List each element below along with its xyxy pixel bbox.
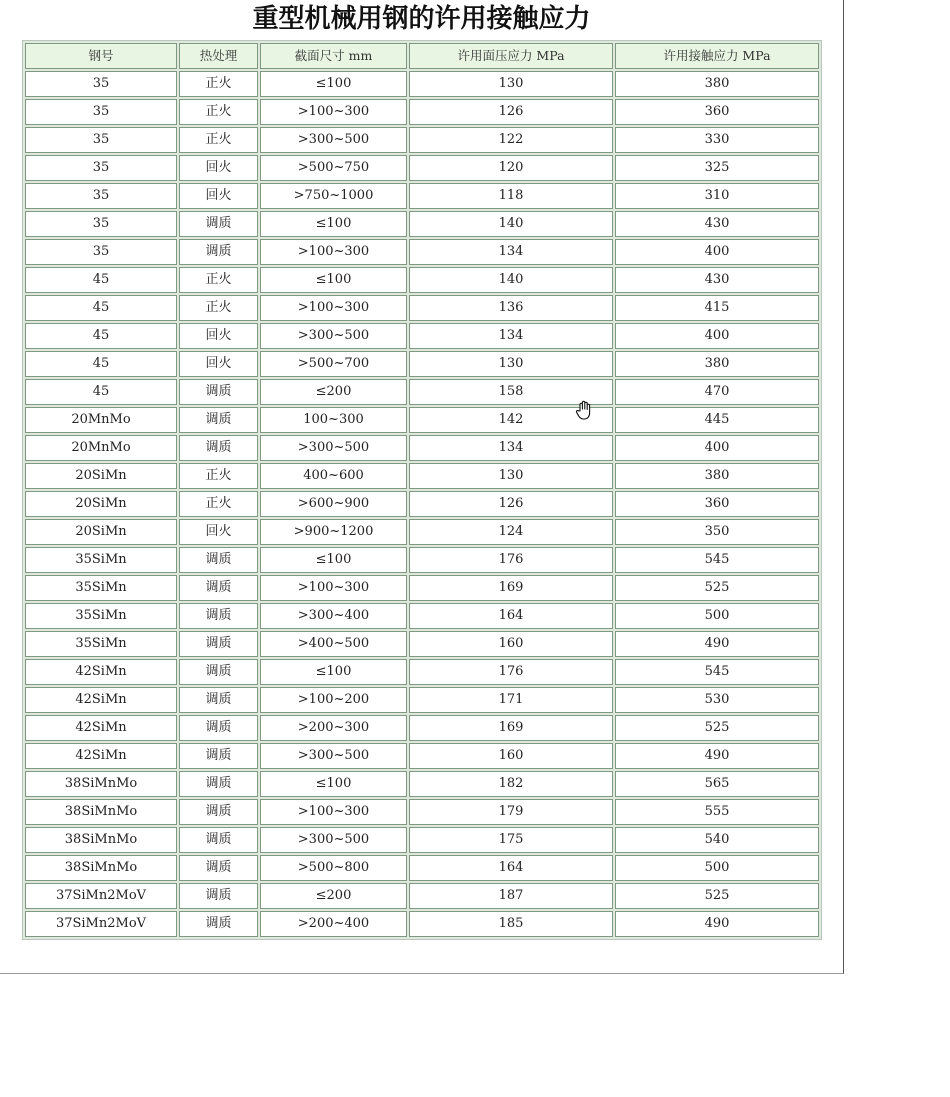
cell-heat-treatment: 调质 bbox=[179, 659, 258, 685]
cell-section-size: >100~300 bbox=[260, 295, 407, 321]
cell-surface-pressure: 140 bbox=[409, 211, 613, 237]
cell-section-size: ≤100 bbox=[260, 547, 407, 573]
cell-heat-treatment: 调质 bbox=[179, 743, 258, 769]
table-body bbox=[25, 71, 819, 937]
cell-heat-treatment: 调质 bbox=[179, 379, 258, 405]
cell-heat-treatment: 正火 bbox=[179, 267, 258, 293]
cell-surface-pressure: 142 bbox=[409, 407, 613, 433]
table-row bbox=[25, 547, 819, 573]
cell-contact-stress: 565 bbox=[615, 771, 819, 797]
cell-surface-pressure: 136 bbox=[409, 295, 613, 321]
table-row bbox=[25, 911, 819, 937]
cell-section-size: 400~600 bbox=[260, 463, 407, 489]
cell-section-size: >500~800 bbox=[260, 855, 407, 881]
cell-heat-treatment: 正火 bbox=[179, 295, 258, 321]
stress-table bbox=[22, 40, 822, 940]
cell-heat-treatment: 正火 bbox=[179, 99, 258, 125]
cell-steel-grade: 37SiMn2MoV bbox=[25, 911, 177, 937]
cell-contact-stress: 500 bbox=[615, 855, 819, 881]
table-row bbox=[25, 519, 819, 545]
cell-section-size: 100~300 bbox=[260, 407, 407, 433]
cell-steel-grade: 20SiMn bbox=[25, 519, 177, 545]
table-row bbox=[25, 715, 819, 741]
cell-section-size: ≤100 bbox=[260, 71, 407, 97]
cell-steel-grade: 35 bbox=[25, 71, 177, 97]
cell-section-size: ≤100 bbox=[260, 211, 407, 237]
cell-section-size: >100~300 bbox=[260, 99, 407, 125]
cell-heat-treatment: 调质 bbox=[179, 687, 258, 713]
cell-surface-pressure: 182 bbox=[409, 771, 613, 797]
cell-heat-treatment: 调质 bbox=[179, 407, 258, 433]
cell-surface-pressure: 185 bbox=[409, 911, 613, 937]
cell-contact-stress: 430 bbox=[615, 267, 819, 293]
cell-section-size: >750~1000 bbox=[260, 183, 407, 209]
table-row bbox=[25, 687, 819, 713]
cell-heat-treatment: 调质 bbox=[179, 547, 258, 573]
cell-section-size: >200~400 bbox=[260, 911, 407, 937]
cell-section-size: >600~900 bbox=[260, 491, 407, 517]
cell-contact-stress: 430 bbox=[615, 211, 819, 237]
cell-heat-treatment: 调质 bbox=[179, 631, 258, 657]
table-row bbox=[25, 799, 819, 825]
cell-surface-pressure: 160 bbox=[409, 743, 613, 769]
cell-section-size: >100~200 bbox=[260, 687, 407, 713]
table-row bbox=[25, 883, 819, 909]
cell-contact-stress: 400 bbox=[615, 435, 819, 461]
table-row bbox=[25, 855, 819, 881]
header-steel-grade: 钢号 bbox=[25, 43, 177, 69]
cell-surface-pressure: 130 bbox=[409, 351, 613, 377]
cell-steel-grade: 20MnMo bbox=[25, 435, 177, 461]
cell-steel-grade: 42SiMn bbox=[25, 715, 177, 741]
cell-steel-grade: 35SiMn bbox=[25, 603, 177, 629]
cell-surface-pressure: 164 bbox=[409, 603, 613, 629]
cell-surface-pressure: 158 bbox=[409, 379, 613, 405]
cell-section-size: >200~300 bbox=[260, 715, 407, 741]
cell-heat-treatment: 回火 bbox=[179, 183, 258, 209]
cell-steel-grade: 35 bbox=[25, 99, 177, 125]
header-section-size: 截面尺寸 mm bbox=[260, 43, 407, 69]
cell-steel-grade: 35 bbox=[25, 155, 177, 181]
cell-steel-grade: 35 bbox=[25, 183, 177, 209]
cell-heat-treatment: 正火 bbox=[179, 491, 258, 517]
cell-surface-pressure: 134 bbox=[409, 435, 613, 461]
table-row bbox=[25, 463, 819, 489]
cell-heat-treatment: 调质 bbox=[179, 827, 258, 853]
cell-section-size: ≤100 bbox=[260, 659, 407, 685]
cell-section-size: >500~700 bbox=[260, 351, 407, 377]
cell-heat-treatment: 回火 bbox=[179, 519, 258, 545]
table-row bbox=[25, 407, 819, 433]
cell-contact-stress: 400 bbox=[615, 239, 819, 265]
cell-section-size: >300~500 bbox=[260, 827, 407, 853]
cell-contact-stress: 490 bbox=[615, 631, 819, 657]
cell-heat-treatment: 回火 bbox=[179, 323, 258, 349]
cell-surface-pressure: 171 bbox=[409, 687, 613, 713]
cell-surface-pressure: 176 bbox=[409, 547, 613, 573]
header-surface-pressure: 许用面压应力 MPa bbox=[409, 43, 613, 69]
cell-surface-pressure: 169 bbox=[409, 715, 613, 741]
cell-contact-stress: 525 bbox=[615, 715, 819, 741]
cell-steel-grade: 20MnMo bbox=[25, 407, 177, 433]
cell-contact-stress: 360 bbox=[615, 99, 819, 125]
cell-surface-pressure: 126 bbox=[409, 99, 613, 125]
table-row bbox=[25, 771, 819, 797]
cell-heat-treatment: 回火 bbox=[179, 155, 258, 181]
cell-steel-grade: 35 bbox=[25, 127, 177, 153]
cell-section-size: >300~400 bbox=[260, 603, 407, 629]
table-row bbox=[25, 379, 819, 405]
cell-heat-treatment: 调质 bbox=[179, 883, 258, 909]
cell-section-size: ≤200 bbox=[260, 883, 407, 909]
cell-heat-treatment: 调质 bbox=[179, 911, 258, 937]
table-row bbox=[25, 99, 819, 125]
cell-surface-pressure: 122 bbox=[409, 127, 613, 153]
cell-steel-grade: 35SiMn bbox=[25, 575, 177, 601]
cell-steel-grade: 35 bbox=[25, 211, 177, 237]
cell-steel-grade: 45 bbox=[25, 295, 177, 321]
cell-steel-grade: 45 bbox=[25, 267, 177, 293]
cell-heat-treatment: 调质 bbox=[179, 855, 258, 881]
cell-section-size: >500~750 bbox=[260, 155, 407, 181]
table-row bbox=[25, 351, 819, 377]
cell-contact-stress: 490 bbox=[615, 743, 819, 769]
cell-surface-pressure: 175 bbox=[409, 827, 613, 853]
cell-heat-treatment: 调质 bbox=[179, 239, 258, 265]
cell-surface-pressure: 169 bbox=[409, 575, 613, 601]
cell-contact-stress: 540 bbox=[615, 827, 819, 853]
cell-heat-treatment: 调质 bbox=[179, 715, 258, 741]
cell-heat-treatment: 调质 bbox=[179, 575, 258, 601]
cell-contact-stress: 380 bbox=[615, 463, 819, 489]
cell-surface-pressure: 130 bbox=[409, 71, 613, 97]
cell-steel-grade: 42SiMn bbox=[25, 743, 177, 769]
cell-contact-stress: 525 bbox=[615, 575, 819, 601]
cell-heat-treatment: 调质 bbox=[179, 799, 258, 825]
cell-heat-treatment: 调质 bbox=[179, 603, 258, 629]
cell-steel-grade: 35 bbox=[25, 239, 177, 265]
cell-surface-pressure: 187 bbox=[409, 883, 613, 909]
cell-surface-pressure: 120 bbox=[409, 155, 613, 181]
cell-surface-pressure: 176 bbox=[409, 659, 613, 685]
cell-contact-stress: 380 bbox=[615, 351, 819, 377]
cell-surface-pressure: 134 bbox=[409, 323, 613, 349]
cell-section-size: >900~1200 bbox=[260, 519, 407, 545]
cell-steel-grade: 42SiMn bbox=[25, 659, 177, 685]
cell-contact-stress: 490 bbox=[615, 911, 819, 937]
cell-steel-grade: 38SiMnMo bbox=[25, 799, 177, 825]
table-row bbox=[25, 155, 819, 181]
cell-contact-stress: 525 bbox=[615, 883, 819, 909]
cell-contact-stress: 330 bbox=[615, 127, 819, 153]
cell-contact-stress: 555 bbox=[615, 799, 819, 825]
cell-steel-grade: 42SiMn bbox=[25, 687, 177, 713]
cell-contact-stress: 310 bbox=[615, 183, 819, 209]
cell-steel-grade: 38SiMnMo bbox=[25, 827, 177, 853]
cell-contact-stress: 415 bbox=[615, 295, 819, 321]
cell-contact-stress: 545 bbox=[615, 659, 819, 685]
cell-contact-stress: 360 bbox=[615, 491, 819, 517]
table-row bbox=[25, 239, 819, 265]
header-contact-stress: 许用接触应力 MPa bbox=[615, 43, 819, 69]
table-row bbox=[25, 491, 819, 517]
cell-contact-stress: 530 bbox=[615, 687, 819, 713]
table-row bbox=[25, 127, 819, 153]
cell-steel-grade: 45 bbox=[25, 351, 177, 377]
page-title: 重型机械用钢的许用接触应力 bbox=[252, 4, 591, 34]
cell-contact-stress: 545 bbox=[615, 547, 819, 573]
cell-section-size: >100~300 bbox=[260, 575, 407, 601]
table-row bbox=[25, 659, 819, 685]
cell-heat-treatment: 调质 bbox=[179, 435, 258, 461]
table-header-row bbox=[25, 43, 819, 69]
cell-contact-stress: 400 bbox=[615, 323, 819, 349]
cell-steel-grade: 45 bbox=[25, 323, 177, 349]
cell-heat-treatment: 正火 bbox=[179, 463, 258, 489]
cell-section-size: ≤100 bbox=[260, 771, 407, 797]
table-row bbox=[25, 435, 819, 461]
cell-steel-grade: 45 bbox=[25, 379, 177, 405]
cell-section-size: >100~300 bbox=[260, 799, 407, 825]
cell-surface-pressure: 124 bbox=[409, 519, 613, 545]
table-row bbox=[25, 603, 819, 629]
table-row bbox=[25, 575, 819, 601]
table-row bbox=[25, 631, 819, 657]
table-row bbox=[25, 827, 819, 853]
cell-steel-grade: 20SiMn bbox=[25, 491, 177, 517]
cell-section-size: >300~500 bbox=[260, 127, 407, 153]
cell-section-size: ≤200 bbox=[260, 379, 407, 405]
table-row bbox=[25, 183, 819, 209]
cell-heat-treatment: 回火 bbox=[179, 351, 258, 377]
cell-surface-pressure: 118 bbox=[409, 183, 613, 209]
cell-section-size: >300~500 bbox=[260, 323, 407, 349]
cell-section-size: >400~500 bbox=[260, 631, 407, 657]
cell-section-size: >300~500 bbox=[260, 435, 407, 461]
cell-surface-pressure: 134 bbox=[409, 239, 613, 265]
cell-surface-pressure: 130 bbox=[409, 463, 613, 489]
header-heat-treatment: 热处理 bbox=[179, 43, 258, 69]
cell-contact-stress: 380 bbox=[615, 71, 819, 97]
cell-steel-grade: 35SiMn bbox=[25, 547, 177, 573]
cell-surface-pressure: 179 bbox=[409, 799, 613, 825]
table-row bbox=[25, 71, 819, 97]
cell-contact-stress: 445 bbox=[615, 407, 819, 433]
hand-pointer-icon bbox=[572, 398, 596, 422]
cell-steel-grade: 35SiMn bbox=[25, 631, 177, 657]
cell-steel-grade: 38SiMnMo bbox=[25, 771, 177, 797]
cell-surface-pressure: 160 bbox=[409, 631, 613, 657]
cell-contact-stress: 470 bbox=[615, 379, 819, 405]
cell-steel-grade: 38SiMnMo bbox=[25, 855, 177, 881]
cell-contact-stress: 500 bbox=[615, 603, 819, 629]
table-row bbox=[25, 295, 819, 321]
cell-surface-pressure: 140 bbox=[409, 267, 613, 293]
table-row bbox=[25, 323, 819, 349]
cell-contact-stress: 325 bbox=[615, 155, 819, 181]
cell-steel-grade: 20SiMn bbox=[25, 463, 177, 489]
cell-section-size: ≤100 bbox=[260, 267, 407, 293]
cell-section-size: >100~300 bbox=[260, 239, 407, 265]
table-row bbox=[25, 743, 819, 769]
table-row bbox=[25, 267, 819, 293]
cell-surface-pressure: 126 bbox=[409, 491, 613, 517]
cell-heat-treatment: 调质 bbox=[179, 771, 258, 797]
cell-contact-stress: 350 bbox=[615, 519, 819, 545]
cell-steel-grade: 37SiMn2MoV bbox=[25, 883, 177, 909]
cell-surface-pressure: 164 bbox=[409, 855, 613, 881]
cell-heat-treatment: 调质 bbox=[179, 211, 258, 237]
cell-section-size: >300~500 bbox=[260, 743, 407, 769]
cell-heat-treatment: 正火 bbox=[179, 71, 258, 97]
cell-heat-treatment: 正火 bbox=[179, 127, 258, 153]
table-row bbox=[25, 211, 819, 237]
